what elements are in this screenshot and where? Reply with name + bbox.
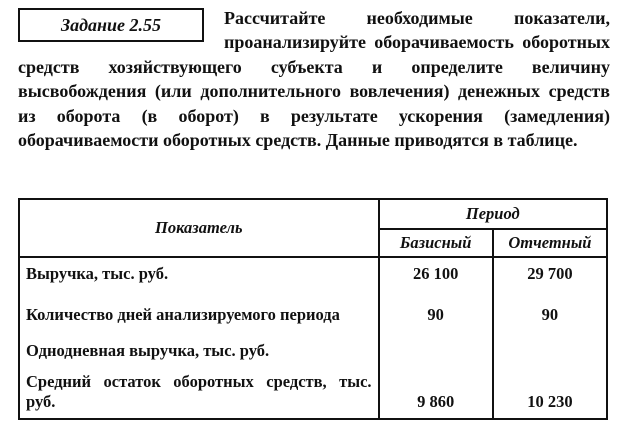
row-base-value: 90 — [379, 289, 493, 341]
row-base-value: 26 100 — [379, 257, 493, 289]
task-text-paragraph — [18, 6, 610, 152]
task-label: Задание 2.55 — [60, 14, 162, 35]
row-name: Средний остаток оборотных средств, тыс. руб. — [19, 369, 379, 419]
row-report-value: 10 230 — [493, 369, 607, 419]
table-row — [19, 257, 607, 289]
row-base-value — [379, 341, 493, 369]
header-indicator: Показатель — [19, 199, 379, 257]
header-base: Базисный — [379, 229, 493, 257]
row-name: Однодневная выручка, тыс. руб. — [19, 341, 379, 369]
header-period: Период — [379, 199, 607, 229]
task-text: Рассчитайте необходимые показатели, проанализируйте оборачиваемость оборотных средств хозяйствующего субъекта и определите величину высвобождения (или дополнительного вовлечения) денежных средств из оборота (в оборот) в результате ускорения (замедления) оборачиваемости оборотных средств. Данные приводятся в таблице. — [18, 8, 610, 151]
row-base-value: 9 860 — [379, 369, 493, 419]
data-table — [18, 198, 608, 420]
header-report: Отчетный — [493, 229, 607, 257]
row-name: Выручка, тыс. руб. — [19, 257, 379, 289]
row-report-value: 90 — [493, 289, 607, 341]
row-name: Количество дней анализируемого периода — [19, 289, 379, 341]
task-label-spacer — [18, 6, 224, 52]
row-report-value — [493, 341, 607, 369]
table-row — [19, 341, 607, 369]
table-row — [19, 289, 607, 341]
table-row — [19, 369, 607, 419]
row-report-value: 29 700 — [493, 257, 607, 289]
